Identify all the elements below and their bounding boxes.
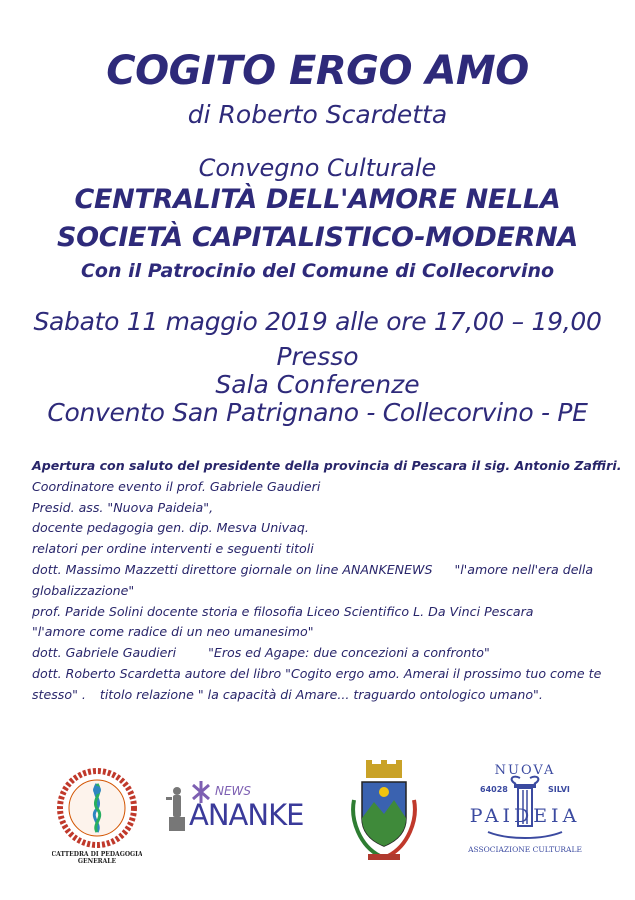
program-fragment: stesso" . [32,686,86,702]
ananke-news-logo [163,775,315,835]
nuova-paideia-logo [468,760,582,860]
paideia-top-label: NUOVA [494,763,556,778]
seal-caption-1: CATTEDRA DI PEDAGOGIA [52,851,142,858]
paideia-postcode: 64028 [480,785,508,794]
program-line: docente pedagogia gen. dip. Mesva Univaq. [32,520,309,536]
event-date-time: Sabato 11 maggio 2019 alle ore 17,00 – 19,00 [33,307,602,336]
ananke-wordmark: ANANKE [189,798,304,832]
speaker-gaudieri: dott. Gabriele Gaudieri [32,645,177,661]
seal-caption-2: GENERALE [77,858,117,865]
conference-label: Convegno Culturale [198,154,437,182]
program-line: dott. Roberto Scardetta autore del libro "Cogito ergo amo. Amerai il prossimo tuo come te [32,665,602,681]
program-line: Coordinatore evento il prof. Gabriele Gaudieri [32,478,321,494]
talk-title-gaudieri: "Eros ed Agape: due concezioni a confronto" [208,645,490,661]
paideia-town: SILVI [548,785,570,794]
program-line: globalizzazione" [32,582,135,598]
program-line: prof. Paride Solini docente storia e filosofia Liceo Scientifico L. Da Vinci Pescara [32,603,534,619]
venue-name: Sala Conferenze [215,370,420,399]
patronage-line: Con il Patrocinio del Comune di Collecorvino [80,260,555,282]
program-line: Presid. ass. "Nuova Paideia", [32,499,214,515]
talk-title-mazzetti: "l'amore nell'era della [454,561,594,577]
program-opening: Apertura con saluto del presidente della provincia di Pescara il sig. Antonio Zaffiri. [32,458,622,473]
venue-location: Convento San Patrignano - Collecorvino - PE [47,398,588,427]
collecorvino-coat-of-arms [350,760,418,864]
conference-title-line1: CENTRALITÀ DELL'AMORE NELLA [74,184,561,215]
program-line [32,643,612,664]
paideia-wordmark: PAIDEIA [469,805,581,827]
program-line: "l'amore come radice di un neo umanesimo" [32,624,314,640]
presso-label: Presso [276,342,359,371]
author-line: di Roberto Scardetta [187,100,448,129]
conference-title-line2: SOCIETÀ CAPITALISTICO-MODERNA [57,222,578,253]
event-title: COGITO ERGO AMO [106,48,529,94]
program-line: relatori per ordine interventi e seguenti titoli [32,541,314,557]
speaker-mazzetti: dott. Massimo Mazzetti direttore giornale on line ANANKENEWS [32,561,433,577]
department-seal-logo [52,766,142,866]
program-text [32,456,622,706]
program-line [32,685,612,706]
ananke-news-label: NEWS [215,784,252,798]
talk-title-scardetta: titolo relazione " la capacità di Amare... traguardo ontologico umano". [99,686,543,702]
paideia-subtitle: ASSOCIAZIONE CULTURALE [468,845,582,854]
program-line [32,560,612,581]
